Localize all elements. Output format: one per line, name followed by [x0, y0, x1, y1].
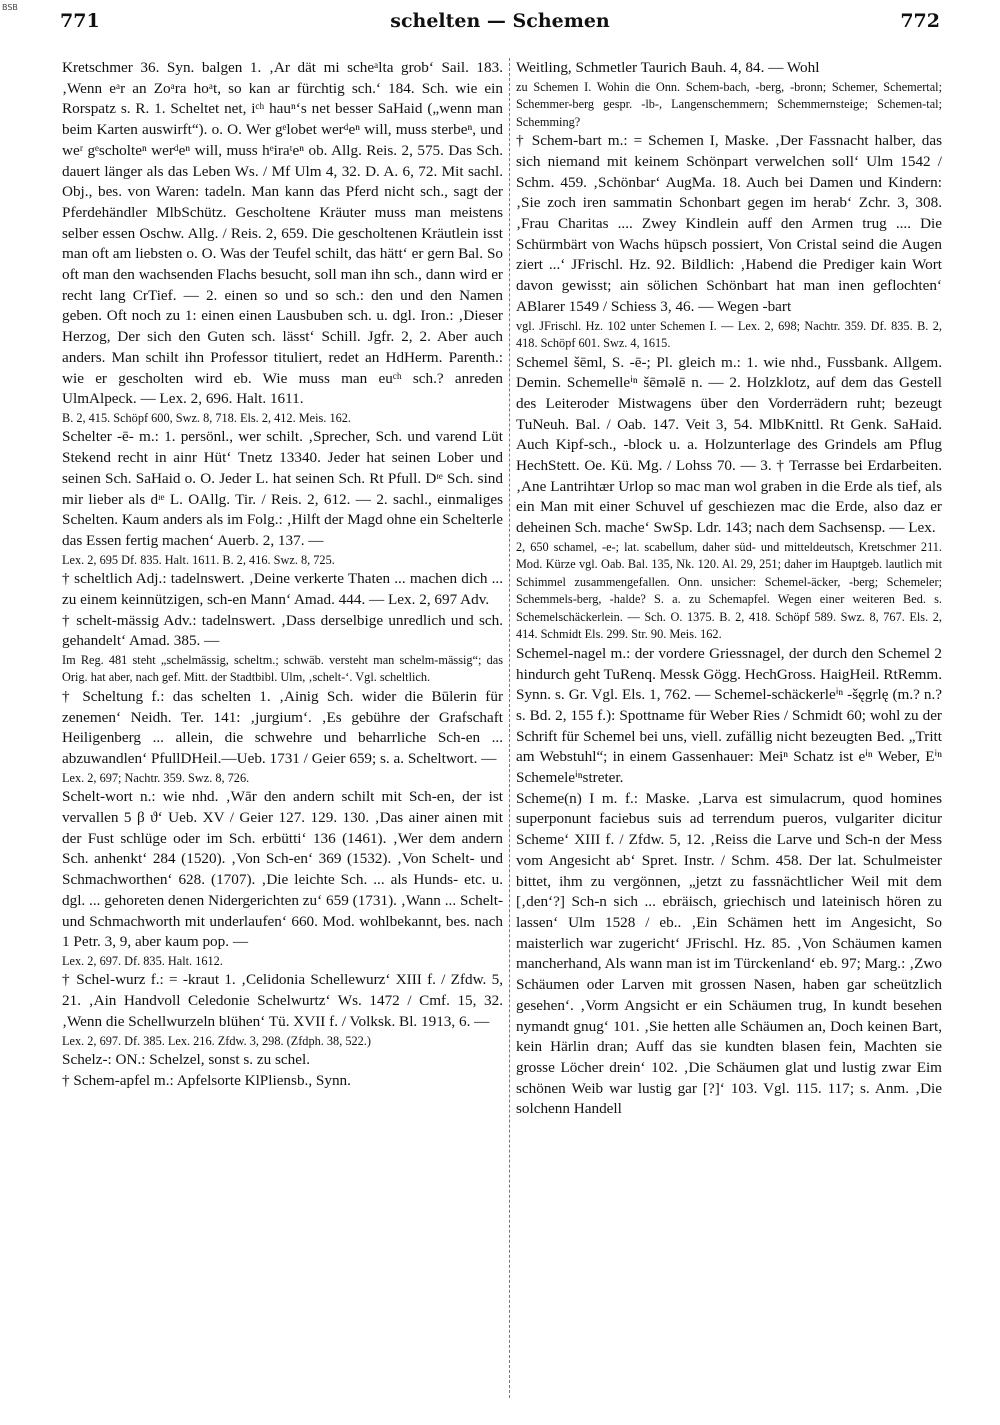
- reference-note: B. 2, 415. Schöpf 600, Swz. 8, 718. Els. 2, 412. Meis. 162.: [62, 410, 351, 425]
- reference-note: Im Reg. 481 steht „schelmässig, scheltm.; schwäb. versteht man schelm-mässig“; das Orig. hat aber, nach gef. Mitt. der Stadtbibl. Ulm, ‚schelt-‘. Vgl. scheltlich.: [62, 652, 503, 685]
- reference-note: Lex. 2, 697. Df. 835. Halt. 1612.: [62, 953, 223, 968]
- page-number-left: 771: [60, 10, 100, 32]
- reference-note: 2, 650 schamel, -e-; lat. scabellum, daher süd- und mitteldeutsch, Kretschmer 211. Mod. Kürze vgl. Oab. Bal. 135, Nk. 120. Al. 29, 251; daher im Hauptgeb. lautlich mit Schimmel zusammengefallen. Onn. unsicher: Schemel-äcker, -berg; Schemeler; Schemmels-berg, -halde? S. a. zu Schemapfel. Wegen einer weiteren Bed. s. Schemelschäckerlein. — Sch. O. 1375. B. 2, 418. Schöpf 589. Swz. 8, 767. Els. 2, 414. Schmidt Els. 299. Str. 90. Meis. 162.: [516, 539, 942, 642]
- entry-paragraph: Schelter -ē- m.: 1. persönl., wer schilt. ‚Sprecher, Sch. und varend Lüt Stekend recht in ainr Hüt‘ Tnetz 13340. Jeder hat seinen Lober und seinen Sch. SaHaid o. O. Jeder L. hat seinen Sch. Rt Pfull. Dᶦᵉ Sch. sind mir lieber als dᶦᵉ L. OAllg. Tir. / Reis. 2, 612. — 2. sachl., einmaliges Schelten. Kaum anders als im Folg.: ‚Hilft der Magd ohne ein Schelterle das Essen fertig machen‘ Auerb. 2, 137. —: [62, 428, 503, 549]
- reference-note: Lex. 2, 697; Nachtr. 359. Swz. 8, 726.: [62, 770, 250, 785]
- reference-note: zu Schemen I. Wohin die Onn. Schem-bach, -berg, -bronn; Schemer, Schemertal; Schemmer-berg gespr. -lb-, Langenschemmern; Schemmernsteige; Schemen-tal; Schemming?: [516, 79, 942, 129]
- entry-paragraph: † Scheltung f.: das schelten 1. ‚Ainig Sch. wider die Būlerin für zenemen‘ Neidh. Ter. 141: ‚jurgium‘. ‚Es gebühre der Grafschaft Heiligenberg ... allein, die schwehre und beharrliche Sch-en ... abzuwandlen‘ PfullDHeil.—Ueb. 1731 / Geier 659; s. a. Scheltwort. —: [62, 687, 503, 768]
- entry-paragraph: Schemel-nagel m.: der vordere Griessnagel, der durch den Schemel 2 hindurch geht TuRenq. Messk Gögg. HechGross. HaigHeil. RtRemm. Synn. s. Gr. Vgl. Els. 1, 762. — Schemel-schäckerleⁱⁿ -šęgrlę (m.? n.? s. Bd. 2, 155 f.): Spottname für Weber Ries / Schmidt 60; wohl zu der Schrift für Schemel bei uns, viell. zufällig nicht bezeugten Bed. „Tritt am Webstuhl“; in einem Gassenhauer: Meiⁿ Schatz ist eⁱⁿ Weber, Eⁱⁿ Schemeleⁱⁿstreter.: [516, 644, 942, 787]
- page-number-right: 772: [900, 10, 940, 32]
- reference-note: vgl. JFrischl. Hz. 102 unter Schemen I. — Lex. 2, 698; Nachtr. 359. Df. 835. B. 2, 418. Schöpf 601. Swz. 4, 1615.: [516, 318, 942, 351]
- entry-paragraph: † Schel-wurz f.: = -kraut 1. ‚Celidonia Schellewurz‘ XIII f. / Zfdw. 5, 21. ‚Ain Handvoll Celedonie Schelwurtz‘ Ws. 1472 / Cmf. 15, 32. ‚Wenn die Schellwurzeln blühen‘ Tü. XVII f. / Volksk. Bl. 1913, 6. —: [62, 971, 503, 1030]
- entry-paragraph: Scheme(n) I m. f.: Maske. ‚Larva est simulacrum, quod homines superponunt faciebus suis ad terrendum pueros, vulgariter dicitur Scheme‘ XIII f. / Zfdw. 5, 12. ‚Reiss die Larve und Sch-n der Mess vom Angesicht ab‘ Spret. Instr. / Schm. 458. Der lat. Schulmeister bittet, ihm zu vergönnen, „jetzt zu fassnächtlicher Weil mit dem [‚den‘?] Sch-n sich ... ebräisch, griechisch und lateinisch hören zu lassen‘ Ulm 1528 / eb.. ‚Ein Schämen hett im Angesicht, So maisterlich war zugericht‘ JFrischl. Hz. 85. ‚Von Schäumen kamen mancherhand, Als wann man ist im Türckenland‘ eb. 97; Marg.: ‚Zwo Schäumen oder Larven mit grossen Nasen, haben gar scheützlich gesehen‘. ‚Vorm Angsicht er ein Schäumen trug, In kundt besehen nymandt gnug‘ 101. ‚Sie hetten alle Schäumen an, Doch keinen Bart, kein Härlin dran; Auff das sie kundten blasen fein, Machten sie grosse Löcher drein‘ 102. ‚Die Schäumen glat und lustig zwar Eim schönen Weib war lustig gar [?]‘ 103. Vgl. 115. 117; s. Anm. ‚Die solchenn Handell: [516, 789, 942, 1118]
- right-column: [516, 58, 942, 1408]
- reference-note: Lex. 2, 697. Df. 385. Lex. 216. Zfdw. 3, 298. (Zfdph. 38, 522.): [62, 1033, 371, 1048]
- entry-paragraph: Schelt-wort n.: wie nhd. ‚Wār den andern schilt mit Sch-en, der ist vervallen 5 β ϑ‘ Ueb. XV / Geier 127. 129. 130. ‚Das ainer ainen mit der Fust schlüge oder im Sch. erbütti‘ 136 (1461). ‚Wer dem andern Sch. anhenkt‘ 284 (1520). ‚Von Sch-en‘ 369 (1532). ‚Von Schelt- und Schmachworthen‘ 628. (1707). ‚Die leichte Sch. ... als Hunds- etc. u. dgl. ... gehoreten denen Nidergerichten zu‘ 659 (1731). ‚Wann ... Schelt- und Schmachworth mit underlaufen‘ 660. Mod. wohlbekannt, bes. nach 1 Petr. 3, 9, aber kaum pop. —: [62, 788, 503, 951]
- entry-paragraph: Schemel šēml, S. -ē-; Pl. gleich m.: 1. wie nhd., Fussbank. Allgem. Demin. Schemelleⁱⁿ šēmǝlē n. — 2. Holzklotz, auf dem das Gestell des Leiteroder Mistwagens über den Vorderrädern ruht; bezeugt TuNeuh. Bal. / Oab. 147. Veit 3, 54. MlbKnittl. Rt Genk. SaHaid. Auch Kipf-sch., -block u. a. Holzunterlage des Grindels am Pflug HechStett. Oe. Kü. Mg. / Lohss 70. — 3. † Terrasse bei Erdarbeiten. ‚Ane Lantrihtær Urlop so mac man wol graben in die Erde als tief, als ein Man mit einer Schuvel uf geschiezen mac die Erde, also daz er deheinen Sch. mache‘ SwSp. Ldr. 143; nach dem Sachsensp. — Lex.: [516, 353, 942, 537]
- reference-note: Lex. 2, 695 Df. 835. Halt. 1611. B. 2, 416. Swz. 8, 725.: [62, 552, 335, 567]
- left-column: [62, 58, 503, 1408]
- page-header: [60, 10, 940, 38]
- entry-paragraph: † schelt-mässig Adv.: tadelnswert. ‚Dass derselbige unredlich und sch. gehandelt‘ Amad. 385. —: [62, 611, 503, 650]
- entry-paragraph: Weitling, Schmetler Taurich Bauh. 4, 84. — Wohl: [516, 59, 820, 76]
- entry-paragraph: † Schem-apfel m.: Apfelsorte KlPliensb., Synn.: [62, 1071, 351, 1089]
- entry-paragraph: Kretschmer 36. Syn. balgen 1. ‚Ar dät mi scheᵃlta grob‘ Sail. 183. ‚Wenn eᵃr an Zoᵃra hoᵃt, so kan ar fürchtig sch.‘ 184. Sch. wie ein Rorspatz s. R. 1. Scheltet net, iᶜʰ hauⁿ‘s net besser SaHaid („wenn man beim Karten auswirft“). o. O. Wer gᵉlobet werᵈeⁿ will, muss sterbeⁿ, und weʳ gᵉscholteⁿ werᵈeⁿ will, muss hᵉiraᵗeⁿ ob. Allg. Reis. 2, 575. Das Sch. dauert länger als das Leben Ws. / Mf Ulm 4, 32. D. A. 6, 72. Mit sachl. Obj., bes. von Waren: tadeln. Man kann das Pferd nicht sch., sagt der Pferdehändler MlbSchütz. Gescholtene Kräuter muss man meistens selber essen Oschw. Allg. / Reis. 2, 659. Die gescholtenen Kräutlein isst man oft am liebsten o. O. Was der Teufel schilt, das hätt‘ er gern Bal. So oft man den wachsenden Flachs besucht, soll man ihn sch., dann wird er recht lang CrTief. — 2. einen so und so sch.: den und den Namen geben. Oft noch zu 1: einen einen Lausbuben sch. u. dgl. Iron.: ‚Dieser Herzog, Der sich den Guten sch. lässt‘ Schill. Jgfr. 2, 2. Aber auch anders. Man schilt ihn Professor tituliert, redet an HdHerm. Parenth.: wie er gescholten wird eb. Wie muss man euᶜʰ sch.? anreden UlmAlpeck. — Lex. 2, 696. Halt. 1611.: [62, 59, 503, 408]
- column-divider: [509, 58, 510, 1398]
- library-stamp: BSB: [2, 3, 18, 12]
- text-columns: [62, 58, 942, 1408]
- running-title: schelten — Schemen: [390, 10, 610, 32]
- entry-paragraph: Schelz-: ON.: Schelzel, sonst s. zu schel.: [62, 1051, 311, 1069]
- entry-paragraph: † Schem-bart m.: = Schemen I, Maske. ‚Der Fassnacht halber, das sich niemand mit keinem Schönpart verwelchen soll‘ Ulm 1542 / Schm. 459. ‚Schönbar‘ AugMa. 18. Auch bei Damen und Kindern: ‚Sie zoch iren sammatin Schonbart gegen im herab‘ Zchr. 3, 308. ‚Frau Charitas .... Zwey Kindlein auff den Armen trug .... Die Schürmbärt von Wachs hüpsch possiert, Von Cristal seind die Augen ziert ...‘ JFrischl. Hz. 92. Bildlich: ‚Habend die Prediger kain Wort davon gewisst; ain sölichen Schönbart hat man inen geflochten‘ ABlarer 1549 / Schiess 3, 46. — Wegen -bart: [516, 132, 942, 315]
- entry-paragraph: † scheltlich Adj.: tadelnswert. ‚Deine verkerte Thaten ... machen dich ... zu einem keinnützigen, sch-en Mann‘ Amad. 444. — Lex. 2, 697 Adv.: [62, 570, 503, 608]
